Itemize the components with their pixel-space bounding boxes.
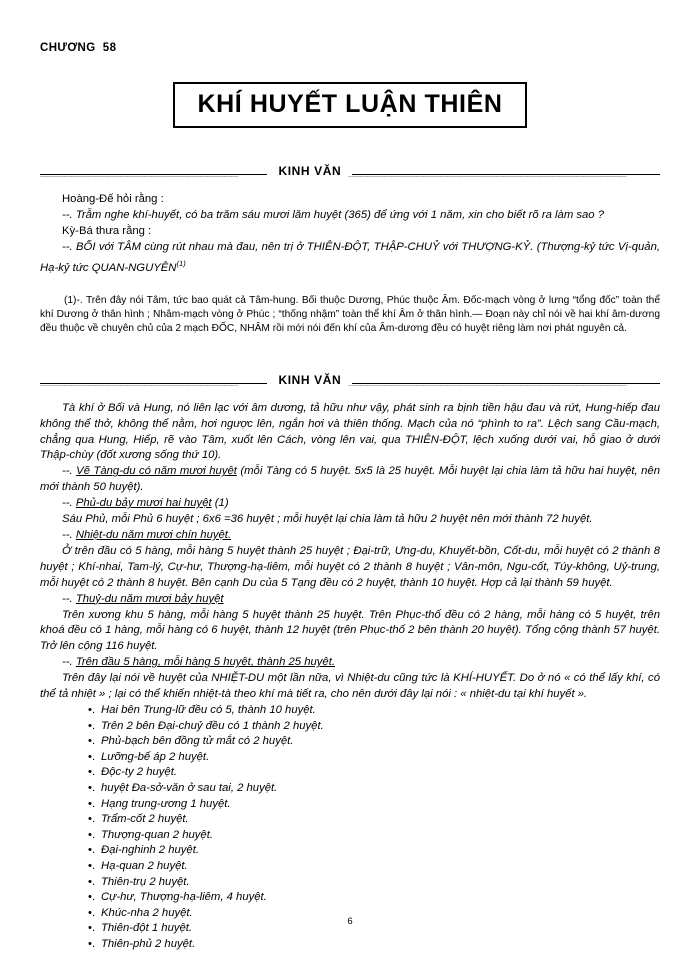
commentary-marker: (1)-. <box>64 294 83 306</box>
entry-dash: --. <box>62 592 76 605</box>
entry-heading-line <box>40 496 660 512</box>
entry-body: Trên đây lại nói về huyệt của NHIỆT-DU một lần nữa, vì Nhiệt-du cũng tức là KHÍ-HUYẾT. Do ở nó « có thể lấy khí, có thể tả nhiệt » ; lại có thể khiến nhiệt-tà theo khí mà tiết ra, cho nên dưới đây lại nói : « nhiệt-du tại khí huyết ». <box>40 672 660 701</box>
rule-right: _____________________________________________ <box>348 374 660 386</box>
entry-heading: Vẽ Tàng-du có năm mươi huyệt <box>76 465 237 478</box>
list-item: •. Trên 2 bên Đại-chuỷ đều có 1 thành 2 huyệt. <box>88 719 660 735</box>
entry-heading-line <box>40 592 660 608</box>
entry-heading-line <box>40 655 660 671</box>
entry-body: Sáu Phủ, mỗi Phủ 6 huyệt ; 6x6 =36 huyệt ; mỗi huyệt lại chia làm tả hữu 2 huyệt nên mới thành 72 huyệt. <box>62 513 593 526</box>
rule-left: ________________________________ <box>40 165 271 177</box>
list-item: •. Cự-hư, Thượng-hạ-liêm, 4 huyệt. <box>88 890 660 906</box>
list-item: •. Thượng-quan 2 huyệt. <box>88 828 660 844</box>
rule-left: ________________________________ <box>40 374 271 386</box>
list-item: •. Thiên-đột 1 huyệt. <box>88 921 660 937</box>
list-item: •. Lưỡng-bế áp 2 huyệt. <box>88 750 660 766</box>
page-number: 6 <box>347 916 353 927</box>
title-box <box>173 82 526 128</box>
footnote-marker: (1) <box>176 258 186 268</box>
list-item: •. Hạng trung-ương 1 huyệt. <box>88 797 660 813</box>
entry-tail: (1) <box>211 497 229 510</box>
commentary-note <box>40 294 660 337</box>
dialogue-line <box>40 240 660 277</box>
dialogue-line: Hoàng-Đế hỏi rằng : <box>62 193 164 206</box>
entry-body: Trên xương khu 5 hàng, mỗi hàng 5 huyệt thành 25 huyệt. Trên Phục-thố đều có 2 hàng, mỗi hàng có 5 huyệt, trên khoá đều có 1 hàng, mỗi hàng có 6 huyệt, thành 12 huyệt (trên Phục-thố 2 bên thành 20 huyệt). Tổng cộng thành 57 huyệt. Trở lên cộng 116 huyệt. <box>40 608 660 653</box>
list-item: •. Phủ-bạch bên đồng tử mắt có 2 huyệt. <box>88 734 660 750</box>
entry-dash: --. <box>62 497 76 510</box>
list-item: •. Trẩm-cốt 2 huyệt. <box>88 812 660 828</box>
dialogue-text: --. BỐI với TÂM cùng rút nhau mà đau, nên trị ở THIÊN-ĐỘT, THẬP-CHUỶ với THƯỢNG-KỶ. (Thượng-kỷ tức Vị-quản, Hạ-kỷ tức QUAN-NGUYÊN <box>40 240 660 274</box>
entry-dash: --. <box>62 529 76 542</box>
entry-heading-line <box>40 528 660 544</box>
list-item: •. Hạ-quan 2 huyệt. <box>88 859 660 875</box>
list-item: •. huyệt Đa-sở-văn ở sau tai, 2 huyệt. <box>88 781 660 797</box>
entry-dash: --. <box>62 656 76 669</box>
list-item: •. Thiên-trụ 2 huyệt. <box>88 875 660 891</box>
section-caption: KINH VĂN <box>278 372 342 387</box>
entry-heading-line <box>40 464 660 496</box>
page-title: KHÍ HUYẾT LUẬN THIÊN <box>197 90 503 118</box>
list-item: •. Hai bên Trung-lữ đều có 5, thành 10 huyệt. <box>88 703 660 719</box>
list-item: •. Thiên-phủ 2 huyệt. <box>88 937 660 953</box>
chapter-label: CHƯƠNG 58 <box>40 42 117 54</box>
entry-body: Ở trên đầu có 5 hàng, mỗi hàng 5 huyệt thành 25 huyệt ; Đại-trữ, Ưng-du, Khuyết-bồn, Cốt-du, mỗi huyệt có 2 thành 8 huyệt ; Khí-nhai, Tam-lý, Cự-hư, Thượng-hạ-liêm, mỗi huyệt có 2 thành 8 huyệt ; Vân-môn, Ngu-cốt, Túy-không, Uỷ-trung, mỗi huyệt có 2 thành 8 huyệt. Bên cạnh Du của 5 Tạng đều có 2 huyệt, thành 10 huyệt. Hợp cả lại thành 59 huyệt. <box>40 544 660 589</box>
entry-heading: Thuỷ-du năm mươi bảy huyệt <box>75 592 224 605</box>
section-header-kinh-van-1 <box>40 164 660 178</box>
dialogue-line: --. Trẫm nghe khí-huyết, có ba trăm sáu mươi lăm huyệt (365) để ứng với 1 năm, xin cho biết rõ ra làm sao ? <box>62 209 605 222</box>
entry-heading: Nhiệt-du năm mươi chín huyệt. <box>75 529 232 542</box>
entry-tail: (mỗi Tàng có 5 huyệt. 5x5 là 25 huyệt. Mỗi huyệt lại chia làm tả hữu hai huyệt, nên mới thành 50 huyệt). <box>40 465 660 494</box>
body-paragraph: Tà khí ở Bối và Hung, nó liên lạc với âm dương, tả hữu như vậy, phát sinh ra bịnh tiền hậu đau và rứt, Hung-hiếp đau không thể thở, không thể nằm, hơi ngược lên, ngắn hơi và thiên thống. Mạch của nó “phình to ra”. Lệch sang Cầu-mạch, chẳng qua Hung, Hiếp, rẽ vào Tâm, xuốt lên Cách, vòng lên vai, qua THIÊN-ĐỘT, lệch xuống dưới vai, hỗ giao ở dưới Thập-chùy (đốt xương sống thứ 10). <box>40 401 660 462</box>
list-item: •. Đại-nghinh 2 huyệt. <box>88 843 660 859</box>
entry-dash: --. <box>62 465 77 478</box>
entry-heading: Trên đầu 5 hàng, mỗi hàng 5 huyệt, thành 25 huyệt. <box>75 656 335 669</box>
list-item: •. Khúc-nha 2 huyệt. <box>88 906 660 922</box>
list-item: •. Độc-ty 2 huyệt. <box>88 765 660 781</box>
section-header-kinh-van-2 <box>40 373 660 387</box>
section-caption: KINH VĂN <box>278 164 342 179</box>
title-container <box>40 82 660 128</box>
entry-heading: Phủ-du bảy mươi hai huyệt <box>75 497 212 510</box>
commentary-text: Trên đây nói Tâm, tức bao quát cả Tâm-hung. Bối thuộc Dương, Phúc thuộc Âm. Đốc-mạch vòng ở lưng “tổng đốc” toàn thể khí Dương ở thân hình ; Nhâm-mạch vòng ở Phúc ; “thống nhậm” toàn thể khí Âm ở thân hình.— Đoạn này chỉ nói về hai khí âm-dương đều thuộc về chuyên chủ của 2 mạch ĐỐC, NHÂM rồi mới nói đến khí của Âm-dương đều có huyệt riêng làm nơi phát nguyên cả. <box>40 294 660 335</box>
rule-right: _____________________________________________ <box>348 165 660 177</box>
dialogue-line: Kỳ-Bá thưa rằng : <box>62 225 152 238</box>
